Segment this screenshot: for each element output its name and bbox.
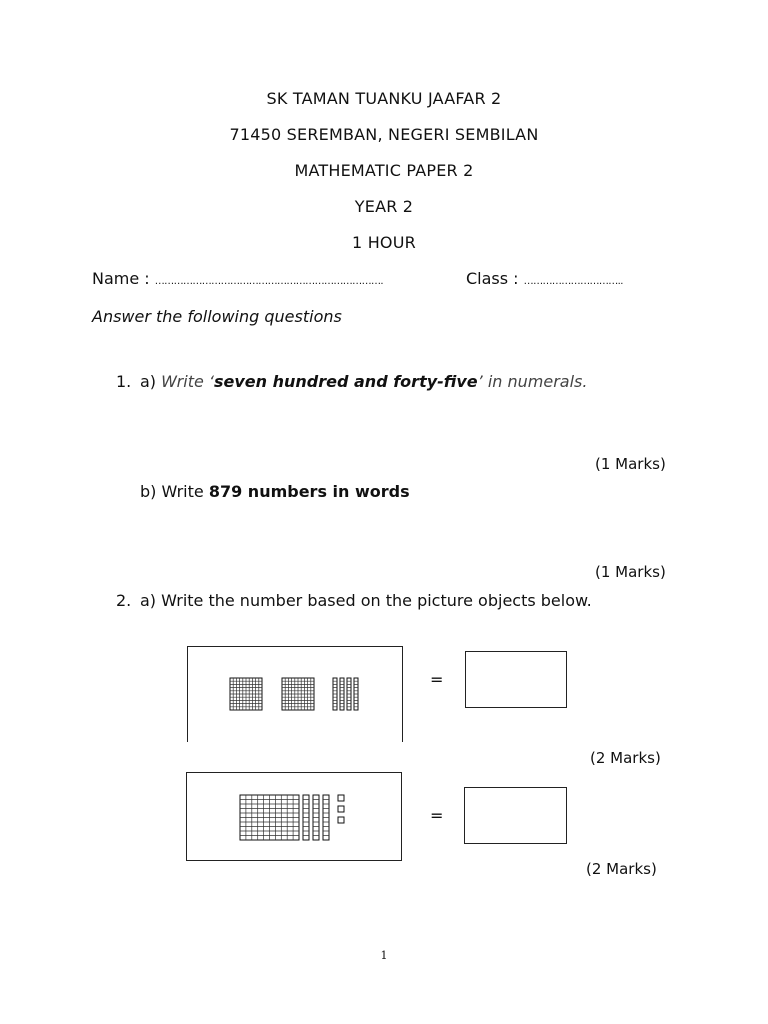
q1a-marks: (1 Marks)	[595, 455, 666, 473]
q2a-prompt: a) Write the number based on the picture objects below.	[140, 591, 592, 610]
q1a-text	[140, 372, 587, 391]
q1a-suffix: ’ in numerals.	[477, 372, 588, 391]
equals-sign-1: =	[430, 670, 444, 689]
name-label: Name :	[92, 269, 150, 288]
ten-rod	[333, 678, 337, 710]
year-label: YEAR 2	[354, 197, 414, 216]
q1a-phrase: seven hundred and forty-five	[214, 372, 478, 391]
picture-frame-2	[186, 772, 402, 861]
name-row	[92, 269, 383, 288]
one-cube	[338, 806, 344, 812]
ten-rod	[347, 678, 351, 710]
answer-box-1[interactable]	[465, 651, 567, 708]
one-cube	[338, 795, 344, 801]
class-field[interactable]: …………………………..	[523, 276, 623, 287]
ten-rod	[340, 678, 344, 710]
equals-sign-2: =	[430, 806, 444, 825]
one-cube	[338, 817, 344, 823]
q1b-bold: 879 numbers in words	[208, 482, 410, 501]
q2a-marks-1: (2 Marks)	[590, 749, 661, 767]
class-label: Class :	[466, 269, 519, 288]
q1b-text	[140, 482, 410, 501]
base-ten-blocks-1	[188, 647, 402, 742]
page-number: 1	[380, 949, 388, 962]
name-field[interactable]: ……………………………………………………………….	[154, 276, 383, 287]
picture-frame-1	[187, 646, 403, 742]
q2-number: 2.	[116, 591, 132, 610]
q2a-marks-2: (2 Marks)	[586, 860, 657, 878]
q1a-write: Write ‘	[161, 372, 214, 391]
instruction-text: Answer the following questions	[92, 307, 342, 326]
q1b-marks: (1 Marks)	[595, 563, 666, 581]
school-address: 71450 SEREMBAN, NEGERI SEMBILAN	[229, 125, 539, 144]
q1a-label: a)	[140, 372, 157, 391]
ten-rod	[303, 795, 309, 840]
q1b-prefix: b) Write	[140, 482, 204, 501]
school-name: SK TAMAN TUANKU JAAFAR 2	[266, 89, 502, 108]
answer-box-2[interactable]	[464, 787, 567, 844]
q1-number: 1.	[116, 372, 132, 391]
hundred-block	[230, 678, 262, 710]
ten-rod	[323, 795, 329, 840]
hundred-block	[240, 795, 299, 840]
duration-label: 1 HOUR	[352, 233, 416, 252]
ten-rod	[354, 678, 358, 710]
paper-title: MATHEMATIC PAPER 2	[294, 161, 474, 180]
class-row	[466, 269, 623, 288]
ten-rod	[313, 795, 319, 840]
base-ten-blocks-2	[187, 773, 401, 860]
hundred-block	[282, 678, 314, 710]
